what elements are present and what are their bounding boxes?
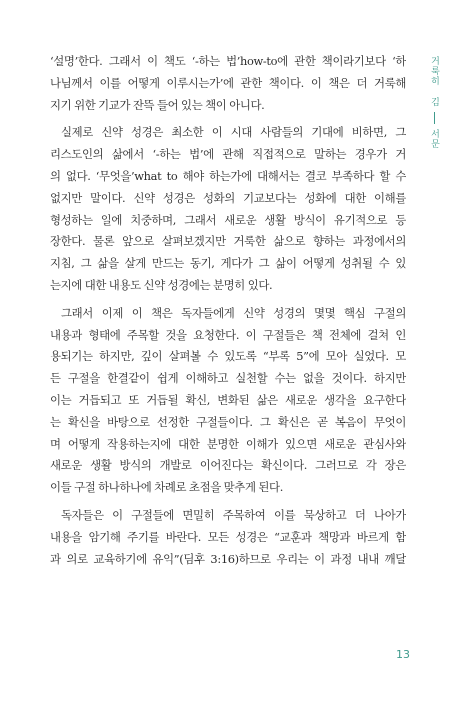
text-line: 장한다. 물론 앞으로 살펴보겠지만 거룩한 삶으로 향하는 과정에서의 [50,234,406,249]
text-line: 며 어떻게 작용하는지에 대한 분명한 이해가 있으면 새로운 관심사와 [50,436,406,451]
running-header [427,56,441,149]
page-number: 13 [396,648,410,661]
running-header-book-title: 거룩히 김 [429,56,439,107]
text-line: 형성하는 일에 치중하며, 그래서 새로운 생활 방식이 유기적으로 등 [50,212,406,227]
text-line: 지기 위한 기교가 잔뜩 들어 있는 책이 아니다. [50,97,265,112]
text-line: 새로운 생활 방식의 개발로 이어진다는 확신이다. 그러므로 각 장은 [50,458,406,473]
text-line: ‘설명’한다. 그래서 이 책도 ‘-하는 법’how-to에 관한 책이라기보다 ‘하 [50,54,406,68]
text-line: 과 의로 교육하기에 유익”(딤후 3:16)하므로 우리는 이 과정 내내 깨달 [50,551,406,566]
text-line: 의 없다. ‘무엇을’what to 해야 하는가에 대해서는 결코 부족하다 할 수 [50,168,406,183]
running-header-section: 서문 [429,129,439,149]
text-line: 없지만 말이다. 신약 성경은 성화의 기교보다는 성화에 대한 이해를 [50,190,406,205]
text-line: 내용을 암기해 주기를 바란다. 모든 성경은 “교훈과 책망과 바르게 함 [50,529,406,544]
text-line: 나님께서 이를 어떻게 이루시는가’에 관한 책이다. 이 책은 더 거룩해 [50,75,406,90]
text-line: 는지에 대한 내용도 신약 성경에는 분명히 있다. [50,277,273,292]
running-header-divider [434,112,435,124]
text-line: 그래서 이제 이 책은 독자들에게 신약 성경의 몇몇 핵심 구절의 [61,305,406,320]
text-line: 독자들은 이 구절들에 면밀히 주목하여 이를 묵상하고 더 나아가 [61,507,406,522]
text-line: 든 구절을 한결같이 쉽게 이해하고 실천할 수는 없을 것이다. 하지만 [50,371,406,386]
text-line: 내용과 형태에 주목할 것을 요청한다. 이 구절들은 책 전체에 걸쳐 인 [50,327,406,342]
text-line: 리스도인의 삶에서 ‘-하는 법’에 관해 직접적으로 말하는 경우가 거 [50,147,406,162]
text-line: 용되기는 하지만, 깊이 살펴볼 수 있도록 “부록 5”에 모아 실었다. 모 [50,349,406,364]
text-line: 는 확신을 바탕으로 선정한 구절들이다. 그 확신은 곧 복음이 무엇이 [50,414,406,429]
body-text [50,51,406,570]
text-line: 실제로 신약 성경은 최소한 이 시대 사람들의 기대에 비하면, 그 [61,125,406,140]
text-line: 지침, 그 삶을 살게 만드는 동기, 게다가 그 삶이 어떻게 성취될 수 있 [50,256,406,271]
text-line: 이는 거듭되고 또 거듭될 확신, 변화된 삶은 새로운 생각을 요구한다 [50,392,406,407]
text-line: 이들 구절 하나하나에 차례로 초점을 맞추게 된다. [50,480,283,495]
